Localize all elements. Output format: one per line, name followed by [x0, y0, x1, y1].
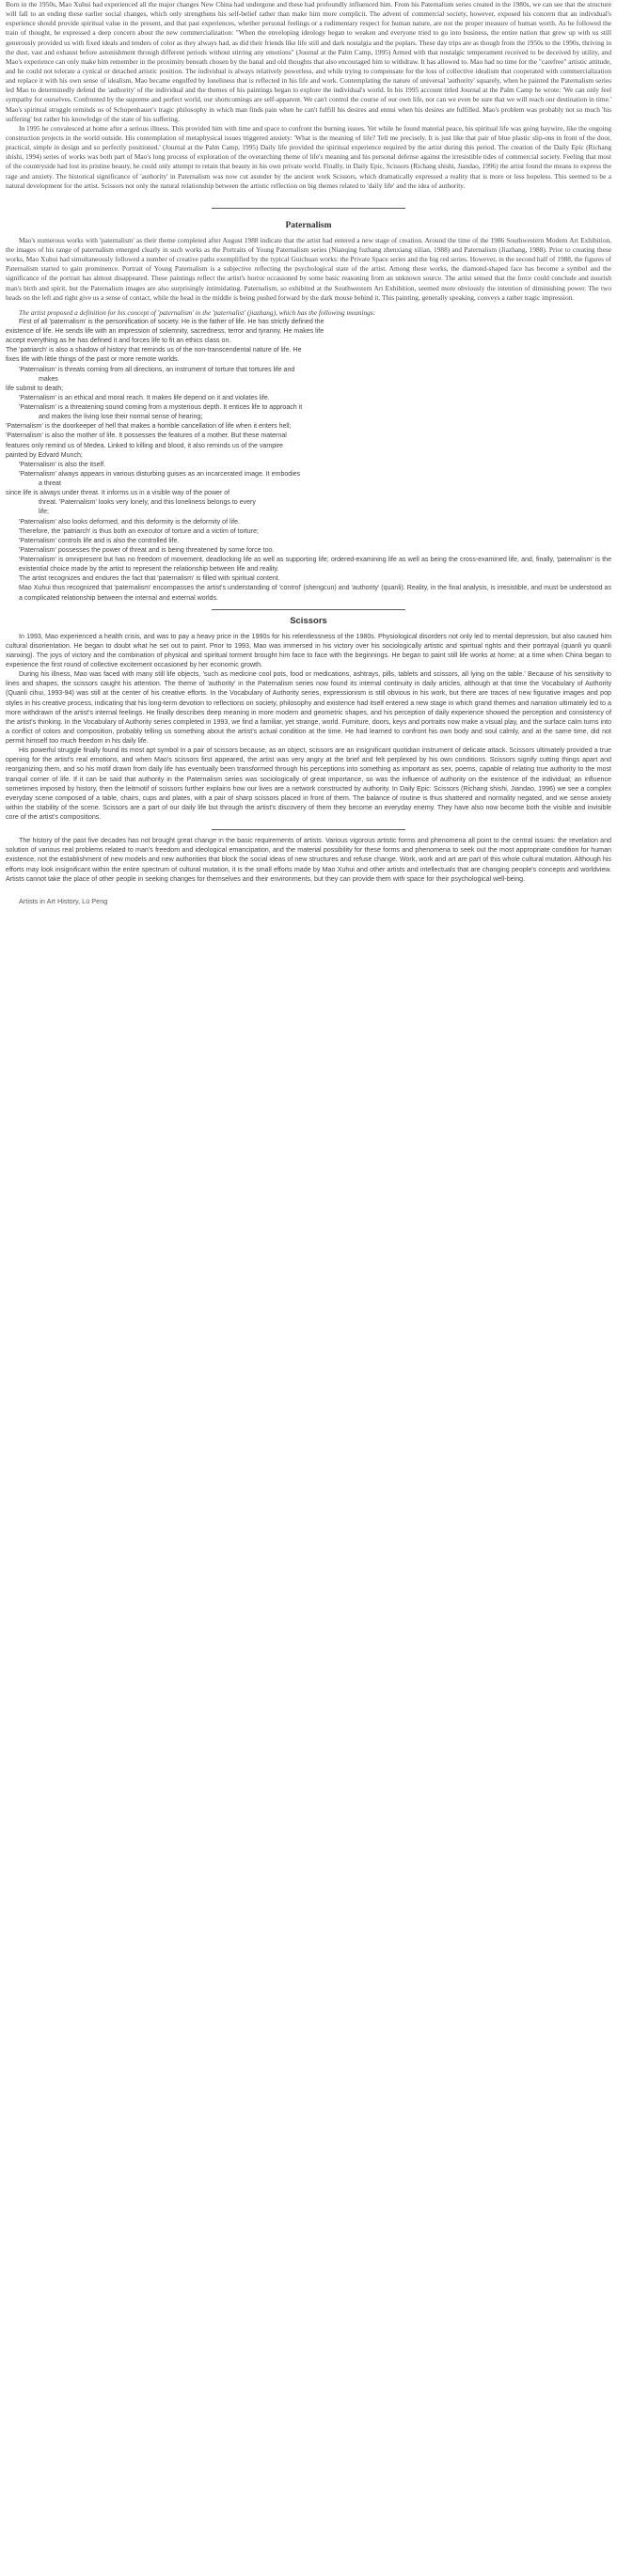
definition-line: First of all 'paternalism' is the personification of society. He is the father of life. He has strictly defined the	[19, 318, 324, 325]
closing-paragraph: The history of the past five decades has not brought great change in the basic requirements of artists. Various vigorous artistic forms and phenomena all point to the central issues: the revelation and solution of various real problems related to man's freedom and ideological emancipation, and the material possibility for these forms and phenomena to seek out the most appropriate condition for human existence, not the establishment of new models and new authorities that block the social ideas of new structures and refuse change. Work, work and art are part of this whole cultural mutation. Although his efforts may look insignificant within the entire spectrum of cultural mutation, it is the small efforts made by Mao Xuhui and other artists and intellectuals that are changing people's concepts and worldview. Artists cannot take the place of other people in seeking changes for themselves and their environments, but they can provide them with space for their psychological well-being.	[6, 837, 611, 883]
definition-line: 'Paternalism' is a threatening sound coming from a mysterious depth. It entices life to approach it	[19, 404, 303, 412]
definition-line: life;	[39, 509, 49, 516]
definition-line: 'Paternalism' is the doorkeeper of hell that makes a horrible cancellation of life when it enters hell;	[6, 423, 292, 431]
definition-line: makes	[39, 375, 58, 383]
definition-line: 'Paternalism' is also the itself.	[19, 461, 105, 468]
definition-line: Therefore, the 'patriarch' is thus both an executor of torture and a victim of torture;	[19, 527, 259, 535]
definition-line: and makes the living lose their normal sense of hearing;	[39, 414, 203, 421]
definition-line: a threat	[39, 480, 61, 488]
closing-section	[6, 836, 611, 884]
definition-line: features only remind us of Medea. Linked to killing and blood, it also reminds us of the vampire	[6, 442, 283, 449]
paternalism-definition-list	[6, 318, 611, 604]
definition-line: accept everything as he has defined it and forces life to fit an ethics class on.	[6, 338, 231, 345]
definition-line: 'Paternalism' is omnipresent but has no freedom of movement, deadlocking life as well as supporting life; ordered-examining life as well as being the cross-examined life, and, finally, 'paternalism' is the existential choice made by the artist to represent the relationship between life and reality.	[19, 557, 611, 573]
article-page	[6, 0, 611, 906]
definition-line: threat. 'Paternalism' looks very lonely, and this loneliness belongs to every	[39, 499, 256, 507]
definition-line: 'Paternalism' also looks deformed, and this deformity is the deformity of life.	[19, 518, 240, 526]
source-citation: Artists in Art History, Lü Peng	[19, 896, 108, 905]
scissors-paragraph: During his illness, Mao was faced with many still life objects, 'such as medicine cool pots, food or medications, ashtrays, pills, tablets and scissors, all lying on the table.' Because of his sensitivity to lines and shapes, the scissors caught his attention. The theme of 'authority' in the Paternalism series now found its internal continuity in daily articles, although at that time the Vocabulary of Authority (Quanli cihui, 1993-94) was still at the center of his creative efforts. In the Vocabulary of Authority series, expressionism is still obvious in his work, but there are traces of new figurative images and pop styles in his creative process, indicating that his long-term devotion to reflections on society, philosophy and existence had itself entered a new stage in which grand themes and narration ultimately led to a more withdrawn of the artist's internal feelings. He finally describes deep meaning in more modern and geometric shapes, and his perception of daily experience showed the perception and consistency of the artist's thinking. In the Vocabulary of Authority series completed in 1993, we find a familiar, yet strange, world. Furniture, doors, keys and portraits now make a visual play, and the surface calm turns into a conflict of colors and composition, probably telling us something about the artist's actual condition at the time. He had learned to confront his own body and soul calmly, and at the same time, did not permit himself too much freedom in his daily life.	[6, 670, 611, 746]
definition-line: existence of life. He sends life with an impression of solemnity, sacredness, terror and tyranny. He makes life	[6, 328, 324, 336]
scissors-paragraph: His powerful struggle finally found its most apt symbol in a pair of scissors because, as an object, scissors are an insignificant quotidian instrument of delicate attack. Scissors ultimately provided a true opening for the artist's real emotions, and when Mao's scissors first appeared, the artist was very angry at the brief and felt perplexed by his own conditions. Scissors signify cutting things apart and reorganizing them, and so his motif drawn from daily life has eventually been transformed through his perceptions into something as important as sex, poems, capable of relating true authority to the most tranquil corner of life. If it can be said that authority in the Paternalism series was sociologically of great importance, so was the influence of authority on the existence of the individual; an influence sometimes imposed by history, then the leitmotif of scissors further explains how our lives are a network constructed by authority. In Daily Epic: Scissors (Richang shishi, Jiandao, 1996) we see a complex everyday scene composed of a table, chairs, cups and plates, with a pair of sharp scissors placed in front of them. The balance of routine is thus shattered and normality negated, and we sense anxiety within the stability of the scene. Scissors are a part of our daily life but through the artist's discovery of them they become an everyday enemy. They have also now become both the visible and invisible core of the artist's compositions.	[6, 746, 611, 822]
section-heading-scissors: Scissors	[290, 615, 327, 626]
definition-line: Mao Xuhui thus recognized that 'paternalism' encompasses the artist's understanding of 'control' (shengcun) and 'authority' (quanli). Reality, in the final analysis, is irresistible, and must be understood as a complicated relationship between the internal and external worlds.	[19, 585, 611, 602]
definition-line: 'Paternalism' always appears in various disturbing guises as an incarcerated image. It embodies	[19, 470, 301, 478]
definition-line: The artist recognizes and endures the fact that 'paternalism' is filled with spiritual content.	[19, 575, 280, 583]
definition-line: 'Paternalism' is an ethical and moral reach. It makes life depend on it and violates life.	[19, 394, 270, 401]
definition-line: The 'patriarch' is also a shadow of history that reminds us of the non-transcendental nature of life. He	[6, 347, 302, 354]
intro-paragraph: In 1995 he convalesced at home after a serious illness. This provided him with time and space to confront the burning issues. Yet while he found material peace, his spiritual life was going haywire, like the ongoing construction projects in the world outside. His contemplation of metaphysical issues triggered anxiety: 'What is the meaning of life? Tell me precisely. It is just like that pair of blue plastic slip-ons in front of the door, practical, simple in design and so perfectly positioned.' (Journal at the Palm Camp, 1995) Daily life provided the spiritual experience required by the artist during this period. The creation of the Daily Epic (Richang shishi, 1994) series of works was both part of Mao's long process of exploration of the overarching theme of life's meaning and his personal defense against the irresistible tides of commercial society. Feeling that most of the countryside had lost its pristine beauty, he could only attempt to retain that beauty in his own private world. Finally, in Daily Epic, Scissors (Richang shishi, Jiandao, 1996) the artist found the means to express the rage and anxiety. The historical significance of 'authority' in Paternalism was now cut asunder by the ancient work Scissors, which dramatically expressed a reality that is more or less hopeless. This seemed to be a natural development for the artist. Scissors not only the natural relationship between the artistic reflection on big themes related to 'daily life' and the idea of authority.	[6, 123, 611, 190]
poem-intro: The artist proposed a definition for his concept of 'paternalism' in the 'paternalist' (jiazhang), which has the following meanings:	[19, 307, 376, 317]
paternalism-paragraph: Mao's numerous works with 'paternalism' as their theme completed after August 1988 indicate that the artist had entered a new stage of creation. Around the time of the 1986 Southwestern Modern Art Exhibition, the images of his range of paternalism emerged clearly in such works as the Portraits of Young Paternalism series (Nianqing fuzhang zhenxiang xilian, 1988) and Paternalism (Jiazhang, 1988). Prior to creating these works, Mao Xuhui had simultaneously followed a number of creative paths exemplified by the typical Guichuan works: the Private Space series and the big red series. However, in the second half of 1988, the figures of Paternalism started to gain prominence. Portrait of Young Paternalism is a subjective reflecting the psychological state of the artist. Among these works, the diamond-shaped face has become a symbol and the significance of the portrait has almost disappeared. These paintings reflect the artist's horror occasioned by some basic reasoning from an unknown source. The artist sensed that the force could conclude and nourish man's birth and spirit, but the Paternalism images are also surprisingly intimidating. Paternalism, so exhibited at the Southwestern Art Exhibition, seemed more obviously the intention of diminishing power. The two heads on the left and right give us a sense of contact, while the head in the middle is being pushed forward by the dark mouse behind it. This painting, generally speaking, conveys a rather tragic impression.	[6, 235, 611, 302]
definition-line: fixes life with little things of the past or more remote worlds.	[6, 356, 180, 364]
definition-line: painted by Edvard Munch;	[6, 451, 83, 459]
intro-section	[6, 0, 611, 191]
definition-line: 'Paternalism' is also the mother of life. It possesses the features of a mother. But these maternal	[6, 432, 287, 440]
definition-line: 'Paternalism' controls life and is also the controlled life.	[19, 537, 180, 544]
scissors-paragraph: In 1993, Mao experienced a health crisis, and was to pay a heavy price in the 1990s for his relentlessness of the 1980s. Physiological disorders not only led to mental depression, but also caused him cultural disorientation. He began to doubt what he set out to paint. Prior to 1993, Mao was immersed in his victory over his sociologically artistic and spiritual rights and their portrayal (quanli yu quanli xianxing). The joys of victory and the combination of physical and spiritual torment brought him face to face with the beginnings. He began to paint still life works at home; at a time when China began to experience the first round of collective excitement occasioned by her economic growth.	[6, 632, 611, 669]
paternalism-section	[6, 219, 611, 604]
definition-line: 'Paternalism' is threats coming from all directions, an instrument of torture that tortures life and	[19, 366, 295, 373]
intro-paragraph: Born in the 1950s, Mao Xuhui had experienced all the major changes New China had undergone and these had profoundly influenced him. From his Paternalism series created in the 1980s, we can see that the structure will fall to an ending these earlier social changes, which only strengthens his self-belief rather than make him more complicit. The advent of commercial society, however, exposed his concern that an individual's experience should provide spiritual value in the present, and that past experiences, whether personal feelings or a rudimentary respect for human nature, are not the proper measure of human worth. As he followed the train of thought, he expressed a deep concern about the new commercialization: "When the enveloping ideology began to weaken and everyone tried to go into business, the entire nation that grew up with us still generously provided us with fixed ideals and tenders of color as they always had, as did their friends like life still and dark nostalgia and the poplars. These day trips are as though from the 1950s to the 1990s, thriving in the dust, vast and exhaust before astonishment through different periods without stirring any emotions" (Journal at the Palm Camp, 1995) Armed with that nostalgic temperament received to be deceived by utility, and Mao's experience can only make him remember in the proximity beneath chosen by the banal and old thoughts that also encouraged him to withdraw. It has allowed to. Mao had no time for the "carefree" artistic attitude, and he could not tolerate a cynical or detached artistic position. The individual is always relatively powerless, and while trying to compensate for the loss of collective idealism that cooperated with commercialization and replace it with his own sense of idealism, Mao became engulfed by loneliness that is reflected in his life and work. Contemplating the nature of universal 'authority' squarely, when he painted the Paternalism series led Mao to determinedly defend the 'authority' of the individual and the themes of his paintings began to explore the individual's world. In his 1995 account titled Journal at the Palm Camp he wrote: 'We can only feel sympathy for ourselves. Confronted by the supreme and perfect world, our shortcomings are self-apparent. We can't control the course of our own life, nor can we even be sure that we will reach our destination in time.' Mao's spiritual struggle reminds us of Schopenhauer's tragic philosophy in which man finds pain when he can't fulfill his desires and ennui when his desires are fulfilled. Mao's problem was probably not so much 'his suffering' but rather his knowledge of the state of his suffering.	[6, 0, 611, 123]
scissors-section	[6, 615, 611, 823]
section-heading-paternalism: Paternalism	[285, 220, 332, 230]
definition-line: life submit to death;	[6, 385, 64, 392]
definition-line: since life is always under threat. It informs us in a visible way of the power of	[6, 490, 230, 497]
definition-line: 'Paternalism' possesses the power of threat and is being threatened by some force too.	[19, 546, 275, 554]
